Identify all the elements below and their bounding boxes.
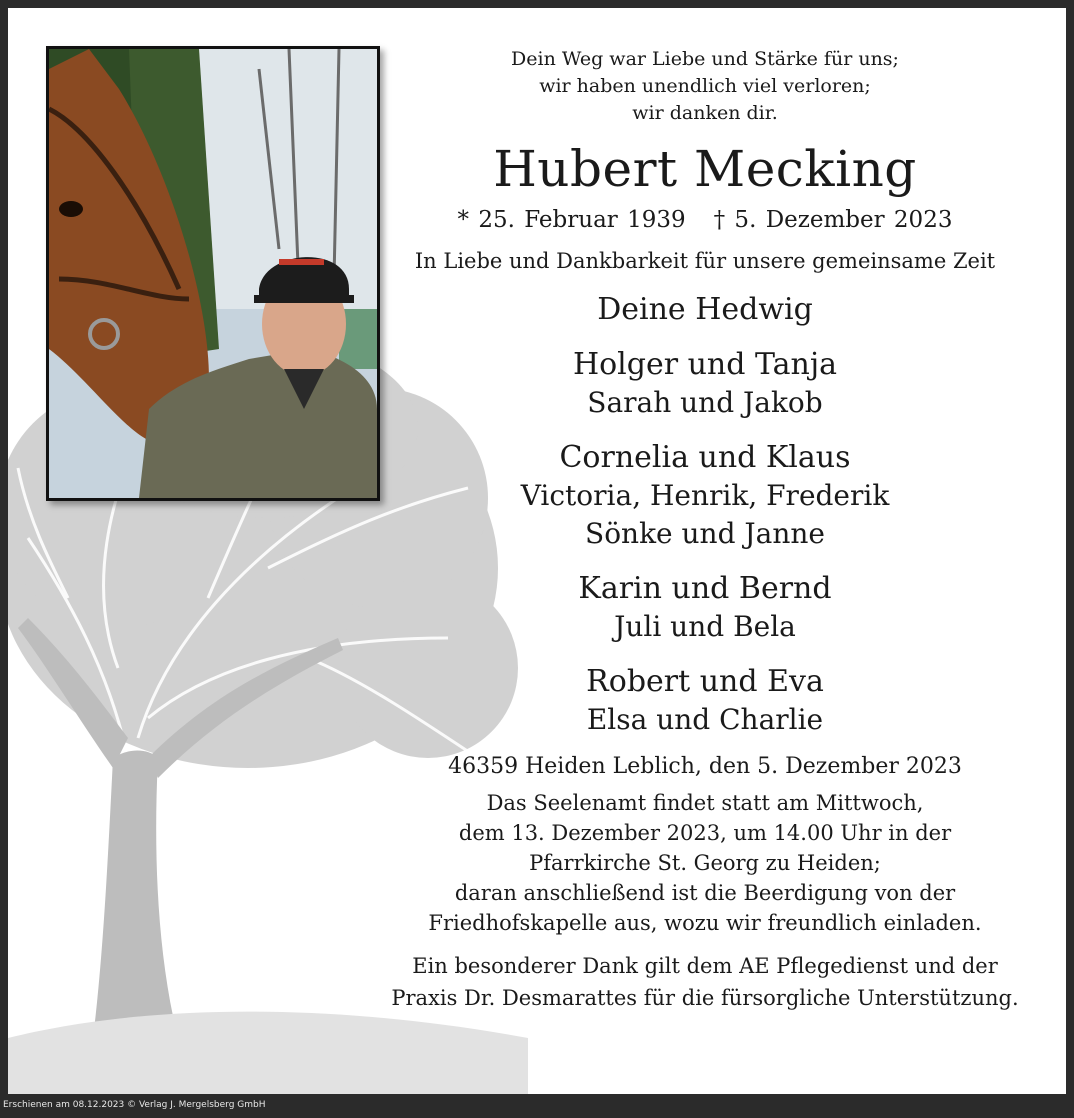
family-group (378, 663, 1032, 739)
family-group (378, 570, 1032, 646)
motto-verse (378, 46, 1032, 127)
motto-line: wir danken dir. (632, 102, 778, 124)
birth-date: * 25. Februar 1939 (457, 207, 686, 233)
family-main: Karin und Bernd (578, 571, 832, 606)
family-sub: Sönke und Janne (585, 517, 825, 550)
family-group (378, 439, 1032, 553)
publication-footer: Erschienen am 08.12.2023 © Verlag J. Mergelsberg GmbH (3, 1100, 266, 1110)
family-sub: Juli und Bela (614, 610, 796, 643)
motto-line: wir haben unendlich viel verloren; (539, 75, 871, 97)
service-line: Friedhofskapelle aus, wozu wir freundlich einladen. (428, 911, 982, 935)
portrait-photo (46, 46, 380, 501)
motto-line: Dein Weg war Liebe und Stärke für uns; (511, 48, 899, 70)
life-dates (378, 205, 1032, 235)
place-date: 46359 Heiden Leblich, den 5. Dezember 2023 (448, 754, 962, 779)
obituary-text (378, 46, 1032, 1014)
service-line: Pfarrkirche St. Georg zu Heiden; (529, 851, 881, 875)
family-main: Cornelia und Klaus (559, 440, 851, 475)
service-line: daran anschließend ist die Beerdigung von der (454, 881, 956, 905)
funeral-service-info (378, 788, 1032, 938)
mourners-list (378, 291, 1032, 739)
family-group (378, 291, 1032, 329)
thanks-line: Praxis Dr. Desmarattes für die fürsorgliche Unterstützung. (391, 986, 1019, 1010)
family-sub: Elsa und Charlie (586, 703, 824, 736)
family-main: Holger und Tanja (572, 347, 838, 382)
family-main: Robert und Eva (586, 664, 824, 699)
family-sub: Victoria, Henrik, Frederik (520, 479, 890, 512)
service-line: dem 13. Dezember 2023, um 14.00 Uhr in der (458, 821, 952, 845)
death-date: † 5. Dezember 2023 (713, 207, 953, 233)
thanks-line: Ein besonderer Dank gilt dem AE Pflegedienst und der (412, 954, 998, 978)
family-main: Deine Hedwig (597, 292, 813, 327)
dedication-line: In Liebe und Dankbarkeit für unsere gemeinsame Zeit (414, 249, 996, 273)
acknowledgement (378, 950, 1032, 1014)
family-group (378, 346, 1032, 422)
deceased-name: Hubert Mecking (493, 140, 917, 198)
service-line: Das Seelenamt findet statt am Mittwoch, (486, 791, 924, 815)
family-sub: Sarah und Jakob (587, 386, 823, 419)
obituary-card (8, 8, 1066, 1094)
